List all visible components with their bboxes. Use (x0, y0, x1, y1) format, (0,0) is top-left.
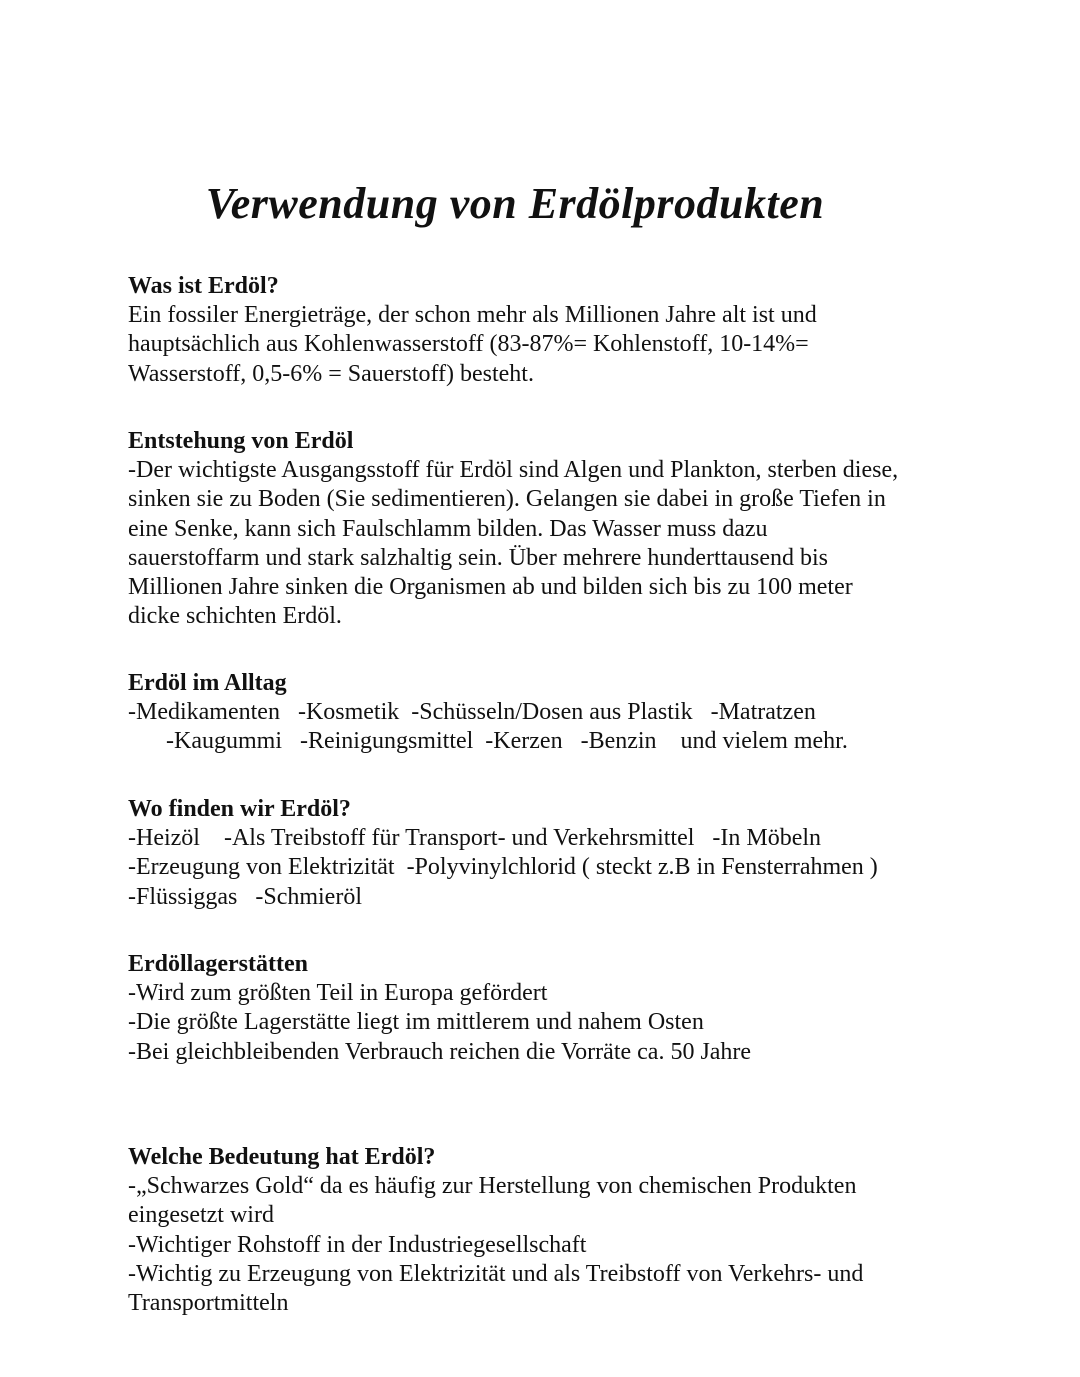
text-line: dicke schichten Erdöl. (128, 603, 342, 630)
text-line: -Wird zum größten Teil in Europa gefördert (128, 980, 548, 1006)
text-line: Millionen Jahre sinken die Organismen ab und bilden sich bis zu 100 meter (128, 574, 853, 601)
text-line: -„Schwarzes Gold“ da es häufig zur Herstellung von chemischen Produkten (128, 1173, 857, 1199)
text-line: Ein fossiler Energieträge, der schon mehr als Millionen Jahre alt ist und (128, 302, 817, 328)
section-bedeutung (128, 1143, 958, 1318)
page-title: Verwendung von Erdölprodukten (205, 179, 825, 228)
text-line: Wasserstoff, 0,5-6% = Sauerstoff) besteht. (128, 360, 534, 387)
section-heading: Wo finden wir Erdöl? (128, 796, 351, 822)
section-heading: Erdöllagerstätten (128, 951, 308, 977)
text-line: -Medikamenten -Kosmetik -Schüsseln/Dosen aus Plastik -Matratzen (128, 699, 816, 725)
section-heading: Erdöl im Alltag (128, 670, 287, 696)
section-erdoel-im-alltag (128, 669, 958, 757)
text-line: -Wichtig zu Erzeugung von Elektrizität und als Treibstoff von Verkehrs- und (128, 1260, 864, 1287)
text-line: -Der wichtigste Ausgangsstoff für Erdöl sind Algen und Plankton, sterben diese, (128, 457, 899, 483)
text-line: -Die größte Lagerstätte liegt im mittlerem und nahem Osten (128, 1009, 704, 1036)
section-heading: Entstehung von Erdöl (128, 428, 354, 454)
text-line: -Kaugummi -Reinigungsmittel -Kerzen -Benzin und vielem mehr. (166, 728, 848, 755)
section-wo-finden-wir-erdoel (128, 795, 958, 912)
text-line: sinken sie zu Boden (Sie sedimentieren). Gelangen sie dabei in große Tiefen in (128, 486, 886, 513)
section-erdoellagerstaetten (128, 950, 958, 1067)
section-heading: Was ist Erdöl? (128, 273, 279, 299)
text-line: sauerstoffarm und stark salzhaltig sein. Über mehrere hunderttausend bis (128, 544, 829, 571)
text-line: -Wichtiger Rohstoff in der Industriegesellschaft (128, 1231, 587, 1258)
text-line: hauptsächlich aus Kohlenwasserstoff (83-87%= Kohlenstoff, 10-14%= (128, 331, 809, 358)
text-line: Transportmitteln (128, 1290, 289, 1317)
text-line: eine Senke, kann sich Faulschlamm bilden. Das Wasser muss dazu (128, 515, 768, 542)
text-line: eingesetzt wird (128, 1202, 274, 1229)
text-line: -Flüssiggas -Schmieröl (128, 883, 362, 910)
section-was-ist-erdoel (128, 272, 958, 389)
section-heading: Welche Bedeutung hat Erdöl? (128, 1144, 436, 1170)
text-line: -Erzeugung von Elektrizität -Polyvinylchlorid ( steckt z.B in Fensterrahmen ) (128, 854, 878, 881)
section-entstehung (128, 427, 958, 632)
text-line: -Bei gleichbleibenden Verbrauch reichen die Vorräte ca. 50 Jahre (128, 1038, 752, 1065)
text-line: -Heizöl -Als Treibstoff für Transport- und Verkehrsmittel -In Möbeln (128, 825, 822, 851)
